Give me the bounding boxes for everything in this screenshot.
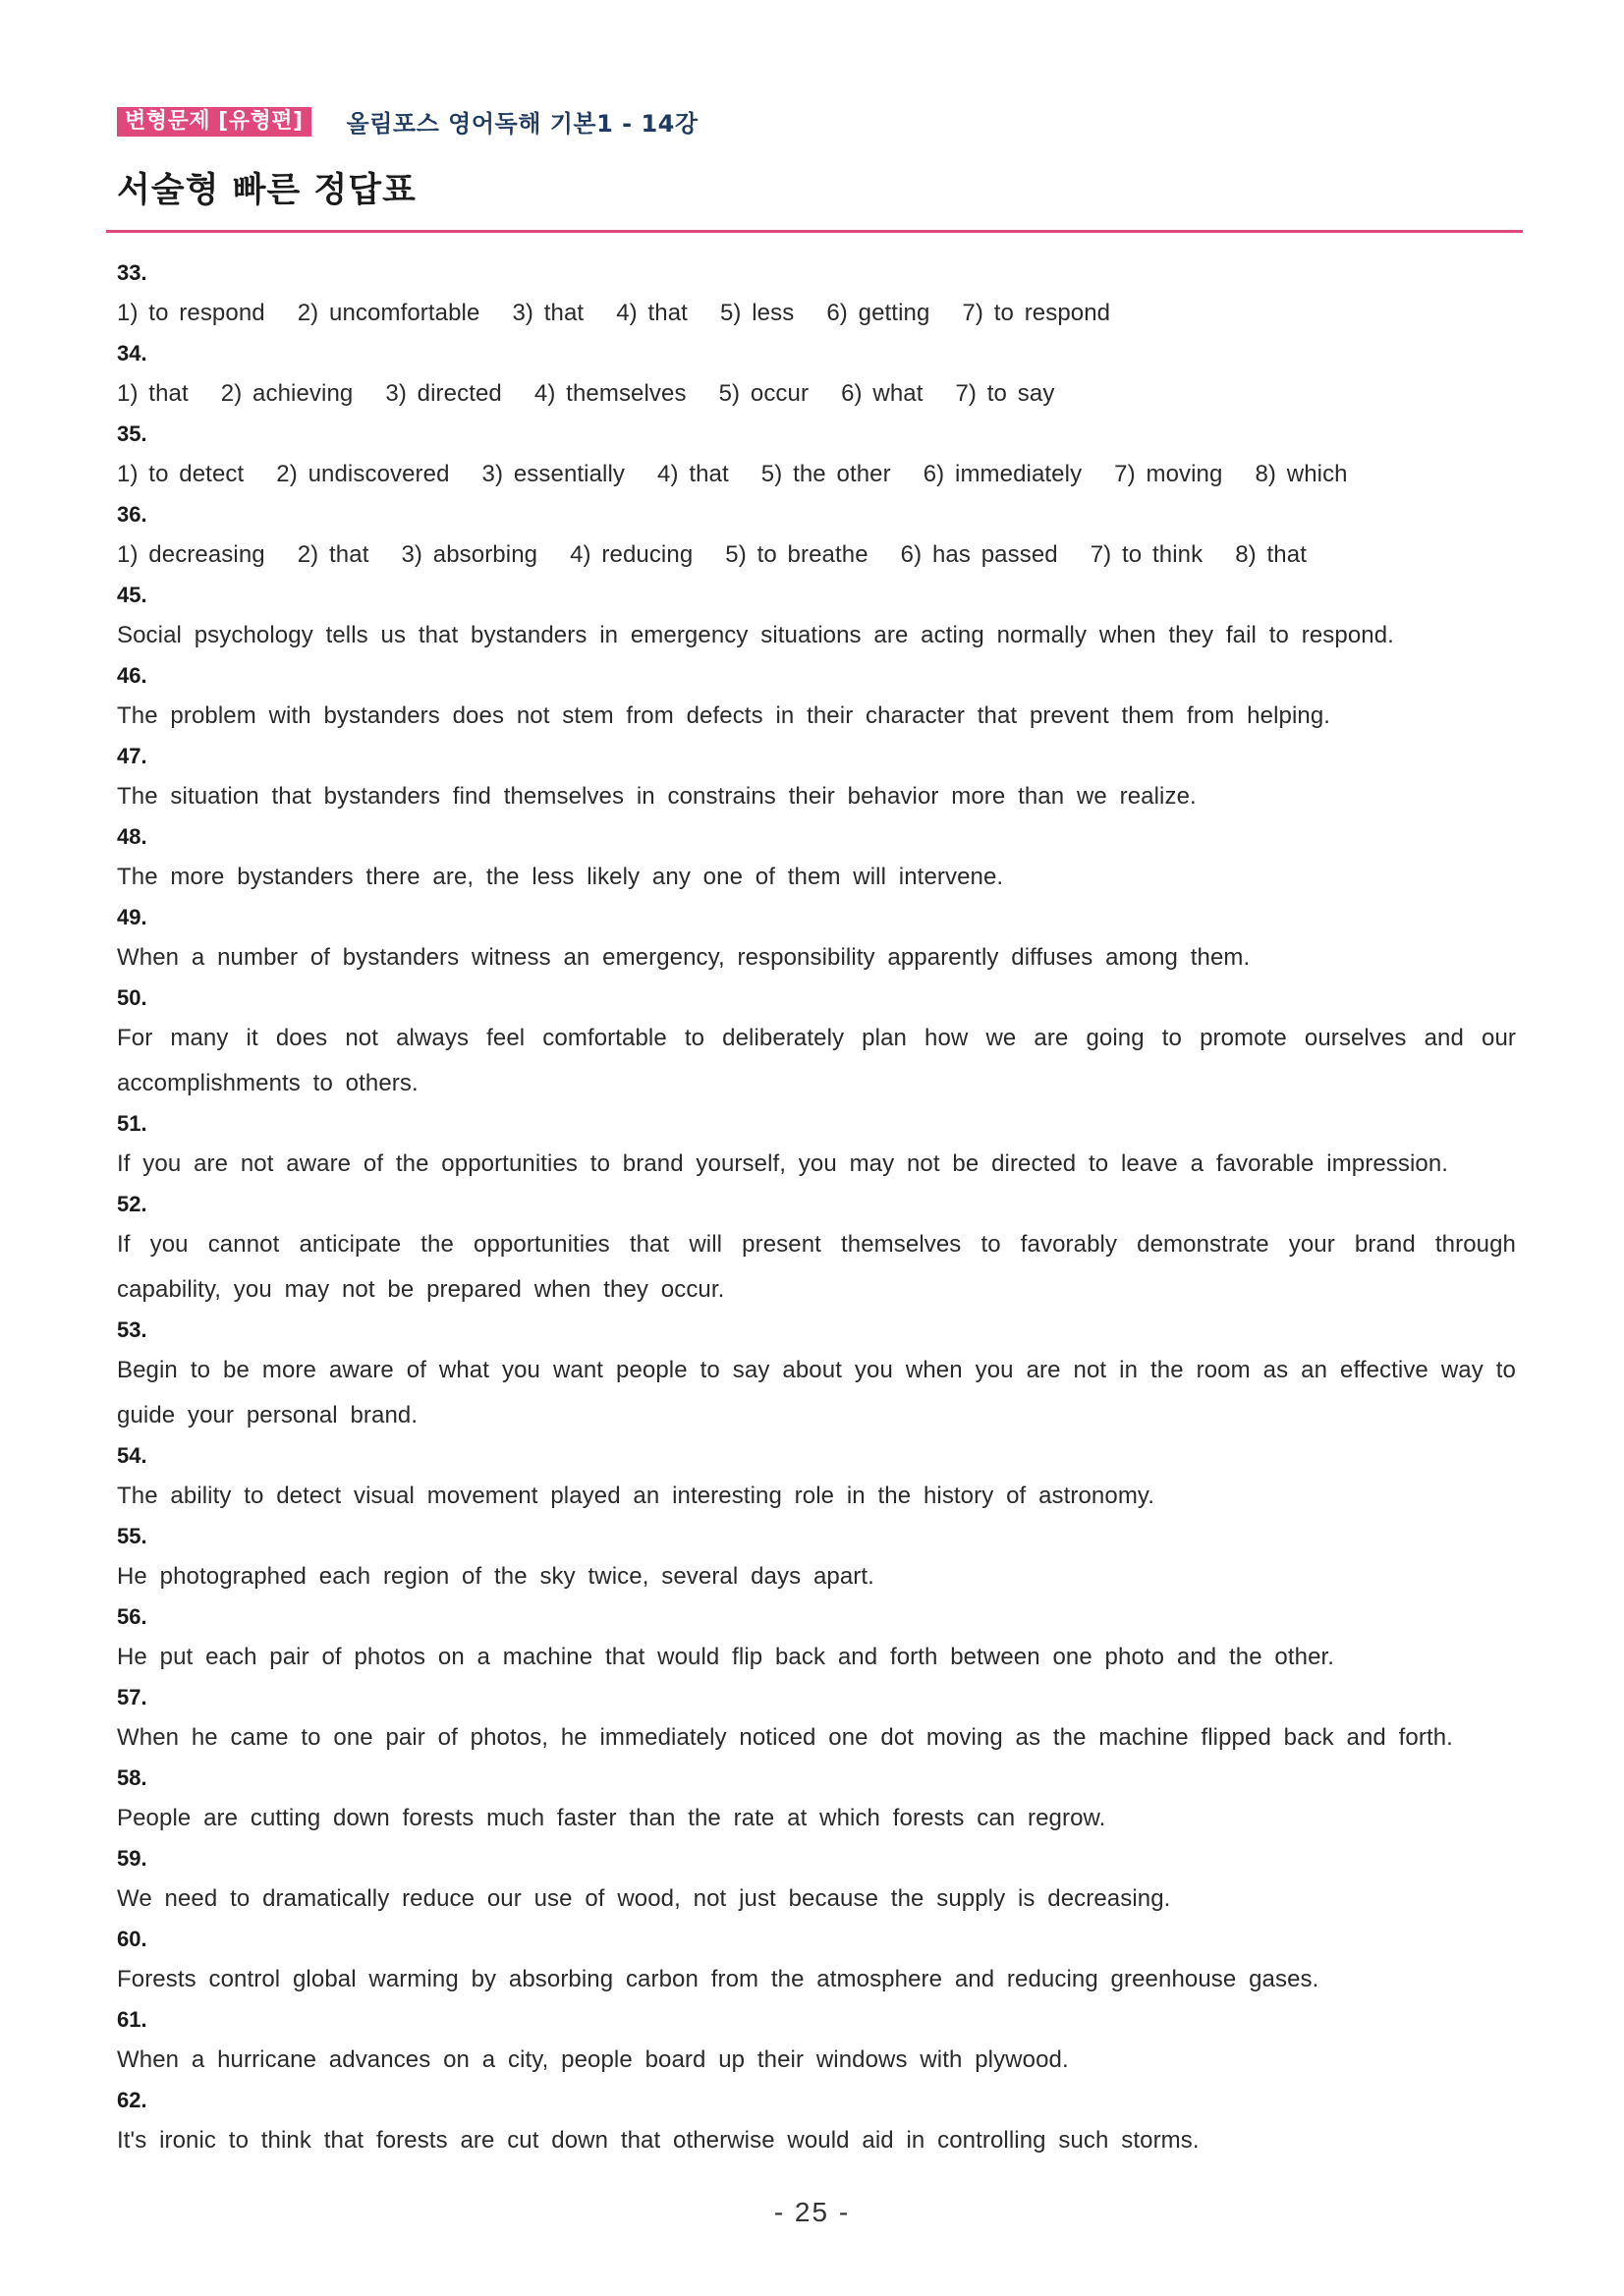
answer-set-item [117, 497, 1516, 578]
answer-sentence: He photographed each region of the sky twice, several days apart. [117, 1563, 874, 1590]
answer-sentence: It's ironic to think that forests are cut down that otherwise would aid in controlling such storms. [117, 2127, 1200, 2154]
answer-line [117, 452, 1516, 497]
question-number: 35. [117, 421, 147, 446]
answer-entry: 3) directed [385, 380, 502, 407]
answer-entry: 6) what [841, 380, 924, 407]
answer-sentence: The ability to detect visual movement played an interesting role in the history of astronomy. [117, 1483, 1155, 1509]
sentence-item [117, 980, 1516, 1106]
answer-sentence: When a hurricane advances on a city, people board up their windows with plywood. [117, 2046, 1069, 2073]
question-number: 49. [117, 905, 147, 929]
answer-set-item [117, 336, 1516, 417]
sentence-item [117, 1922, 1516, 2002]
question-number: 53. [117, 1317, 147, 1342]
sentence-item [117, 2002, 1516, 2083]
answer-sentence: He put each pair of photos on a machine that would flip back and forth between one photo and the other. [117, 1644, 1335, 1670]
answer-sentence: We need to dramatically reduce our use of wood, not just because the supply is decreasing. [117, 1885, 1171, 1912]
sentence-item [117, 658, 1516, 739]
sentence-item [117, 1106, 1516, 1187]
answer-entry: 2) uncomfortable [297, 300, 480, 326]
answer-list [117, 255, 1516, 2163]
question-number: 46. [117, 663, 147, 688]
question-number: 62. [117, 2088, 147, 2112]
question-number: 55. [117, 1524, 147, 1548]
answer-entry: 1) to detect [117, 461, 245, 487]
sentence-answer-list [117, 578, 1516, 2163]
sentence-item [117, 1680, 1516, 1761]
answer-entry: 3) essentially [481, 461, 626, 487]
answer-entry: 5) less [719, 300, 795, 326]
question-number: 52. [117, 1192, 147, 1216]
answer-entry: 7) to respond [962, 300, 1111, 326]
answer-entry: 2) undiscovered [276, 461, 450, 487]
category-tag: 변형문제 [유형편] [117, 107, 311, 137]
sentence-item [117, 819, 1516, 900]
answer-sentence: When he came to one pair of photos, he immediately noticed one dot moving as the machine flipped back and forth. [117, 1724, 1453, 1751]
question-number: 33. [117, 260, 147, 285]
answer-entry: 5) occur [718, 380, 810, 407]
answer-line [117, 532, 1516, 578]
question-number: 51. [117, 1111, 147, 1136]
question-number: 50. [117, 985, 147, 1010]
question-number: 61. [117, 2007, 147, 2032]
answer-sentence: Forests control global warming by absorbing carbon from the atmosphere and reducing greenhouse gases. [117, 1966, 1319, 1992]
answer-entry: 1) decreasing [117, 541, 265, 568]
answer-entry: 7) to think [1090, 541, 1204, 568]
answer-line [117, 371, 1516, 417]
sentence-item [117, 1313, 1516, 1438]
answer-entry: 7) to say [955, 380, 1055, 407]
sentence-item [117, 2083, 1516, 2163]
answer-entry: 2) achieving [220, 380, 354, 407]
answer-sentence: Social psychology tells us that bystanders in emergency situations are acting normally when they fail to respond. [117, 622, 1394, 648]
question-number: 59. [117, 1846, 147, 1871]
header-title: 올림포스 영어독해 기본1 - 14강 [346, 110, 699, 138]
answer-sentence: The more bystanders there are, the less likely any one of them will intervene. [117, 864, 1004, 890]
answer-set-item [117, 255, 1516, 336]
question-number: 34. [117, 341, 147, 365]
sentence-item [117, 1761, 1516, 1841]
answer-entry: 5) to breathe [725, 541, 868, 568]
answer-entry: 5) the other [760, 461, 891, 487]
answer-sentence: The problem with bystanders does not stem from defects in their character that prevent them from helping. [117, 702, 1331, 729]
answer-entry: 4) reducing [570, 541, 694, 568]
answer-sentence: People are cutting down forests much faster than the rate at which forests can regrow. [117, 1805, 1106, 1831]
answer-entry: 8) which [1255, 461, 1348, 487]
question-number: 54. [117, 1443, 147, 1468]
sentence-item [117, 1438, 1516, 1519]
answer-entry: 1) to respond [117, 300, 265, 326]
answer-entry: 6) has passed [900, 541, 1058, 568]
sentence-item [117, 1187, 1516, 1313]
page-number: - 25 - [773, 2197, 851, 2227]
answer-entry: 8) that [1235, 541, 1307, 568]
answer-sentence: The situation that bystanders find themselves in constrains their behavior more than we realize. [117, 783, 1197, 810]
title-divider [106, 230, 1523, 233]
answer-entry: 2) that [297, 541, 369, 568]
question-number: 56. [117, 1604, 147, 1629]
answer-sentence: If you are not aware of the opportunities to brand yourself, you may not be directed to leave a favorable impression. [117, 1150, 1449, 1177]
answer-entry: 4) that [657, 461, 729, 487]
question-number: 45. [117, 583, 147, 607]
answer-sentence: If you cannot anticipate the opportunities that will present themselves to favorably demonstrate your brand through capability, you may not be prepared when they occur. [117, 1231, 1516, 1303]
question-number: 60. [117, 1927, 147, 1951]
answer-entry: 3) absorbing [401, 541, 538, 568]
answer-entry: 6) getting [826, 300, 930, 326]
answer-sentence: For many it does not always feel comfortable to deliberately plan how we are going to promote ourselves and our accomplishments to others. [117, 1025, 1516, 1096]
answer-entry: 4) that [616, 300, 688, 326]
question-number: 36. [117, 502, 147, 527]
sentence-item [117, 900, 1516, 980]
answer-set-list [117, 255, 1516, 578]
answer-entry: 1) that [117, 380, 189, 407]
header [117, 104, 699, 139]
sentence-item [117, 578, 1516, 658]
answer-entry: 7) moving [1114, 461, 1223, 487]
answer-entry: 6) immediately [923, 461, 1083, 487]
question-number: 47. [117, 744, 147, 768]
answer-set-item [117, 417, 1516, 497]
answer-entry: 3) that [512, 300, 585, 326]
answer-line [117, 291, 1516, 336]
question-number: 58. [117, 1765, 147, 1790]
sentence-item [117, 1519, 1516, 1599]
sentence-item [117, 739, 1516, 819]
answer-sentence: Begin to be more aware of what you want people to say about you when you are not in the room as an effective way to guide your personal brand. [117, 1357, 1516, 1428]
question-number: 48. [117, 824, 147, 849]
answer-entry: 4) themselves [533, 380, 687, 407]
sentence-item [117, 1599, 1516, 1680]
question-number: 57. [117, 1685, 147, 1709]
answer-sentence: When a number of bystanders witness an emergency, responsibility apparently diffuses among them. [117, 944, 1251, 971]
sentence-item [117, 1841, 1516, 1922]
page-title: 서술형 빠른 정답표 [117, 171, 417, 210]
